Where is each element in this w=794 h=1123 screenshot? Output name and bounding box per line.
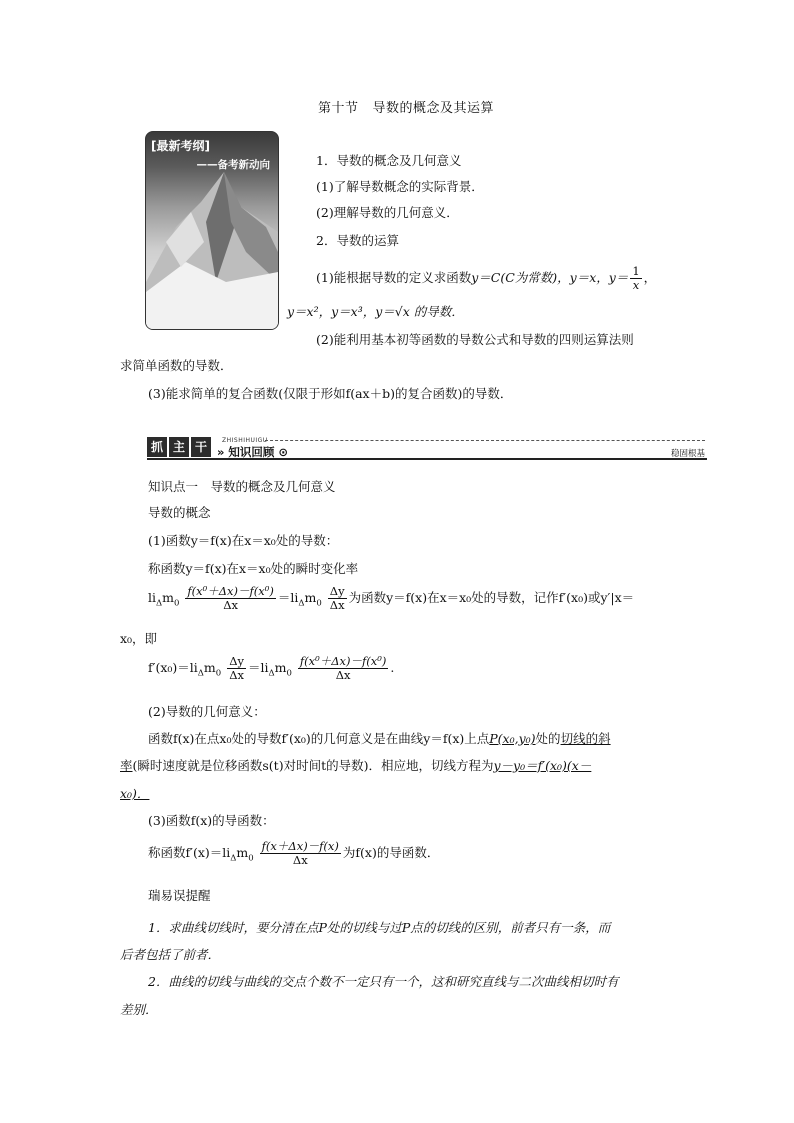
syllabus-line: 1．导数的概念及几何意义 bbox=[316, 153, 462, 168]
syllabus-line: (3)能求简单的复合函数(仅限于形如f(ax＋b)的复合函数)的导数． bbox=[148, 386, 513, 401]
fraction-denominator: Δx bbox=[329, 598, 345, 612]
fraction-denominator: x bbox=[632, 278, 640, 292]
underlined-answer: y－y₀＝f′(x₀)(x－ bbox=[493, 758, 592, 773]
underlined-answer: 率 bbox=[120, 758, 133, 773]
body-text: 处的 bbox=[535, 731, 561, 746]
fraction bbox=[260, 840, 341, 867]
lim-text: m bbox=[162, 590, 174, 605]
tip-line: 2．曲线的切线与曲线的交点个数不一定只有一个，这和研究直线与二次曲线相切时有 bbox=[148, 974, 619, 989]
fraction bbox=[227, 655, 246, 682]
body-line bbox=[148, 729, 611, 747]
fraction-numerator: f(x＋Δx)－f(x) bbox=[261, 839, 339, 853]
body-text: (瞬时速度就是位移函数s(t)对时间t的导数)．相应地，切线方程为 bbox=[132, 758, 494, 773]
cover-badge: [最新考纲] bbox=[151, 139, 210, 153]
body-line: 称函数y＝f(x)在x＝x₀处的瞬时变化率 bbox=[148, 561, 359, 576]
fraction-numerator: Δy bbox=[329, 584, 345, 598]
syllabus-line: y＝x²，y＝x³，y＝√x 的导数． bbox=[287, 304, 464, 319]
fraction bbox=[185, 585, 275, 612]
syllabus-text: (1)能根据导数的定义求函数 bbox=[316, 270, 472, 285]
body-text: 为函数y＝f(x)在x＝x₀处的导数，记作f′(x₀)或y′|x＝ bbox=[348, 590, 635, 605]
banner-dashed-line bbox=[265, 440, 705, 441]
derivative-definition: $li_\Delta m_0$ $\frac{\text{f(x⁰＋Δx)－f(x⁰)}}{\Delta x}$ $=li_\Delta m_0$ $\frac{\Delta y}{\Delta x}$ 为函数y＝f(x)在x＝x₀处的导数，记作f′(x₀)或y′|x＝ bbox=[148, 584, 635, 612]
fraction-denominator: Δx bbox=[292, 853, 308, 867]
body-line: (2)导数的几何意义： bbox=[148, 704, 266, 719]
syllabus-line: (1)了解导数概念的实际背景． bbox=[316, 179, 484, 194]
body-line: x₀，即 bbox=[120, 631, 158, 646]
body-text: 函数f(x)在点x₀处的导数f′(x₀)的几何意义是在曲线y＝f(x)上点 bbox=[148, 731, 490, 746]
underlined-answer: 切线的斜 bbox=[560, 731, 611, 746]
fraction bbox=[630, 265, 641, 292]
banner-title: » 知识回顾 ⊙ bbox=[217, 445, 289, 459]
underlined-answer: x₀)． bbox=[120, 786, 150, 801]
knowledge-point-title: 知识点一 导数的概念及几何意义 bbox=[148, 479, 336, 494]
warning-heading: 瑞易误提醒 bbox=[148, 888, 211, 903]
body-text: 为f(x)的导函数． bbox=[342, 845, 440, 860]
fraction-denominator: Δx bbox=[223, 598, 239, 612]
syllabus-cover-image bbox=[145, 131, 279, 330]
fraction-numerator: Δy bbox=[229, 654, 244, 668]
fraction-denominator: Δx bbox=[335, 668, 351, 682]
fraction-denominator: Δx bbox=[229, 668, 244, 682]
banner-char: 干 bbox=[191, 437, 211, 457]
tip-line: 差别． bbox=[120, 1002, 158, 1017]
section-number: 第十节 bbox=[318, 101, 359, 116]
subheading: 导数的概念 bbox=[148, 505, 211, 520]
tip-line: 1．求曲线切线时，要分清在点P处的切线与过P点的切线的区别，前者只有一条，而 bbox=[148, 920, 611, 935]
body-line: (3)函数f(x)的导函数： bbox=[148, 813, 275, 828]
cover-subtitle: ——备考新动向 bbox=[196, 159, 270, 171]
syllabus-line: 2．导数的运算 bbox=[316, 233, 399, 248]
banner-pinyin: ZHISHIHUIGU bbox=[222, 437, 268, 444]
syllabus-line: (2)能利用基本初等函数的导数公式和导数的四则运算法则 bbox=[316, 332, 634, 347]
syllabus-formula: y＝C(C为常数)，y＝x，y＝ bbox=[471, 270, 629, 285]
body-text: 称函数f′(x)＝li bbox=[148, 845, 231, 860]
banner-char: 抓 bbox=[147, 437, 167, 457]
body-text: f′(x₀)＝li bbox=[148, 660, 198, 675]
lim-text: li bbox=[148, 590, 156, 605]
fraction bbox=[298, 655, 388, 682]
derivative-function-formula: 称函数$f'(x)=li_\Delta m_0$ $\frac{f(x+\Delta x)-f(x)}{\Delta x}$ 为f(x)的导函数． bbox=[148, 839, 440, 867]
section-banner bbox=[147, 437, 707, 463]
underlined-answer: P(x₀,y₀) bbox=[489, 731, 536, 746]
banner-rule bbox=[147, 458, 707, 460]
lim-text: ＝li bbox=[277, 590, 299, 605]
fraction-numerator: 1 bbox=[632, 264, 640, 278]
body-line bbox=[120, 756, 591, 774]
section-title: 导数的概念及其运算 bbox=[372, 101, 495, 116]
syllabus-line: (1)能根据导数的定义求函数y＝C(C为常数)，y＝x，y＝ $\frac{1}{x}$ ， bbox=[316, 264, 657, 292]
page-title bbox=[318, 97, 494, 116]
fraction-numerator: f(x⁰＋Δx)－f(x⁰) bbox=[187, 584, 274, 598]
syllabus-line: 求简单函数的导数． bbox=[120, 358, 233, 373]
tip-line: 后者包括了前者． bbox=[120, 947, 221, 962]
body-line: (1)函数y＝f(x)在x＝x₀处的导数： bbox=[148, 533, 339, 548]
banner-char: 主 bbox=[169, 437, 189, 457]
derivative-formula: $f'(x_0)=li_\Delta m_0$ $\frac{\Delta y}{\Delta x}$ $=li_\Delta m_0$ $\frac{\text{f(x⁰＋Δx)－f(x⁰)}}{\Delta x}$ . bbox=[148, 654, 395, 682]
fraction-numerator: f(x⁰＋Δx)－f(x⁰) bbox=[299, 654, 387, 668]
fraction bbox=[328, 585, 347, 612]
syllabus-line: (2)理解导数的几何意义． bbox=[316, 205, 459, 220]
banner-right-label: 稳固根基 bbox=[670, 449, 705, 459]
